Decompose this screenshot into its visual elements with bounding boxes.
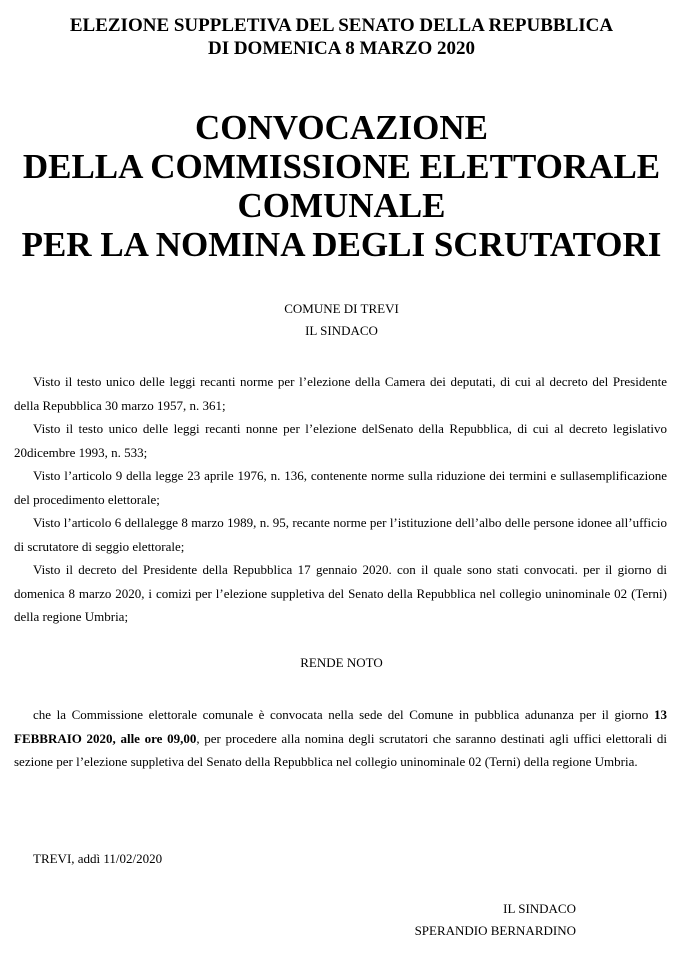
notice-section [14, 703, 667, 774]
signature-role: IL SINDACO [503, 901, 576, 916]
comune-name: COMUNE DI TREVI [284, 301, 399, 316]
title-line-4: PER LA NOMINA DEGLI SCRUTATORI [21, 225, 662, 264]
premise-paragraph: Visto l’articolo 9 della legge 23 aprile 1976, n. 136, contenente norme sulla riduzione dei termini e sullasemplificazione del procedimento elettorale; [14, 468, 667, 507]
premise-paragraph: Visto l’articolo 6 dellalegge 8 marzo 1989, n. 95, recante norme per l’istituzione dell’albo delle persone idonee all’ufficio di scrutatore di seggio elettorale; [14, 515, 667, 554]
title-line-1: CONVOCAZIONE [195, 108, 488, 147]
premise-paragraph: Visto il testo unico delle leggi recanti norme per l’elezione della Camera dei deputati, di cui al decreto del Presidente della Repubblica 30 marzo 1957, n. 361; [14, 374, 667, 413]
notice-paragraph [14, 703, 667, 774]
document-title [0, 108, 683, 264]
premise-paragraph: Visto il decreto del Presidente della Repubblica 17 gennaio 2020. con il quale sono stati convocati. per il giorno di domenica 8 marzo 2020, i comizi per l’elezione suppletiva del Senato della Repubblica nel collegio uninominale 02 (Terni) della regione Umbria; [14, 562, 667, 624]
notice-meeting-date: 13 FEBBRAIO 2020, alle ore 09,00 [14, 707, 668, 746]
premise-paragraph: Visto il testo unico delle leggi recanti nonne per l’elezione delSenato della Repubblica, di cui al decreto legislativo 20dicembre 1993, n. 533; [14, 421, 667, 460]
place-date: TREVI, addì 11/02/2020 [33, 851, 163, 866]
title-line-2: DELLA COMMISSIONE ELETTORALE [22, 147, 661, 186]
signature-name: SPERANDIO BERNARDINO [414, 923, 576, 938]
premises-section [14, 370, 667, 629]
sindaco-label: IL SINDACO [305, 323, 378, 338]
rende-noto-heading: RENDE NOTO [300, 655, 383, 670]
authority-block [0, 298, 683, 342]
notice-intro: che la Commissione elettorale comunale è convocata nella sede del Comune in pubblica adunanza per il giorno [33, 707, 649, 722]
notice-rest: , per procedere alla nomina degli scrutatori che saranno destinati agli uffici elettorali di sezione per l’elezione suppletiva del Senato della Repubblica nel collegio uninominale 02 (Terni) della regione Umbria. [14, 730, 668, 769]
document-header [0, 14, 683, 60]
header-election-title: ELEZIONE SUPPLETIVA DEL SENATO DELLA REPUBBLICA [69, 15, 614, 36]
header-election-date: DI DOMENICA 8 MARZO 2020 [207, 38, 476, 59]
signature-block [400, 898, 576, 942]
title-line-3: COMUNALE [237, 186, 446, 225]
